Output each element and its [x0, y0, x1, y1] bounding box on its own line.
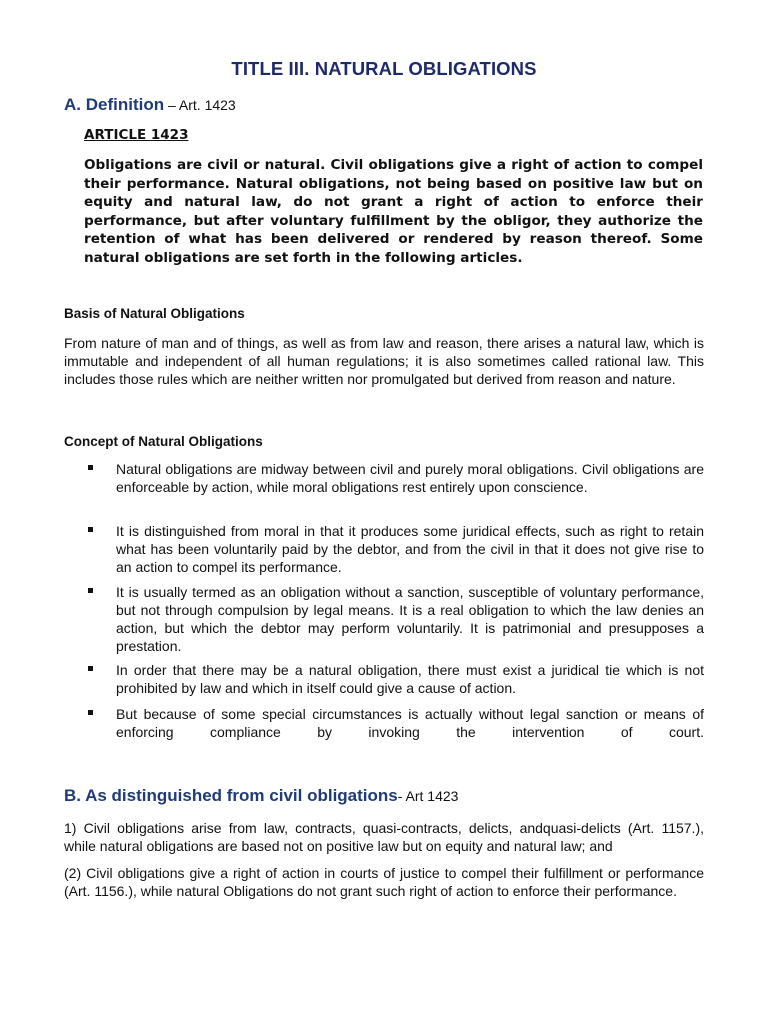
basis-heading: Basis of Natural Obligations [64, 306, 245, 321]
article-text: Obligations are civil or natural. Civil obligations give a right of action to compel their performance. Natural obligations, not being based on positive law but on equity and natural law, do not grant a right of action to enforce their performance, but after voluntary fulfillment by the obligor, they authorize the retention of what has been delivered or rendered by reason thereof. Some natural obligations are set forth in the following articles. [84, 157, 703, 266]
list-item-text: Natural obligations are midway between civil and purely moral obligations. Civil obligations are enforceable by action, while moral obligations rest entirely upon conscience. [116, 461, 704, 495]
basis-text: From nature of man and of things, as well as from law and reason, there arises a natural law, which is immutable and independent of all human regulations; it is also sometimes called rational law. This includes those rules which are neither written nor promulgated but derived from reason and nature. [64, 335, 704, 387]
list-item-text: But because of some special circumstances is actually without legal sanction or means of enforcing compliance by invoking the intervention of court. [116, 706, 704, 740]
section-a-heading [64, 95, 236, 115]
section-b-heading [64, 786, 458, 806]
bullet-icon [88, 588, 93, 593]
section-b-heading-text: B. As distinguished from civil obligations [64, 786, 398, 805]
section-a-heading-text: A. Definition [64, 95, 165, 114]
page-title: TITLE III. NATURAL OBLIGATIONS [231, 58, 537, 79]
bullet-icon [88, 666, 93, 671]
list-item-text: It is usually termed as an obligation without a sanction, susceptible of voluntary performance, but not through compulsion by legal means. It is a real obligation to which the law denies an action, but which the debtor may perform voluntarily. It is patrimonial and presupposes a prestation. [116, 584, 704, 654]
bullet-icon [88, 465, 93, 470]
list-item-text: In order that there may be a natural obligation, there must exist a juridical tie which is not prohibited by law and which in itself could give a cause of action. [116, 662, 704, 696]
section-b-ref: - Art 1423 [397, 788, 459, 804]
list-item-text: It is distinguished from moral in that it produces some juridical effects, such as right to retain what has been voluntarily paid by the debtor, and from the civil in that it does not give rise to an action to compel its performance. [116, 523, 704, 575]
distinction-point-2: (2) Civil obligations give a right of action in courts of justice to compel their fulfillment or performance (Art. 1156.), while natural Obligations do not grant such right of action to enforce their performance. [64, 865, 704, 899]
section-a-ref: – Art. 1423 [164, 97, 236, 113]
bullet-icon [88, 527, 93, 532]
concept-heading: Concept of Natural Obligations [64, 434, 263, 449]
bullet-icon [88, 710, 93, 715]
article-label: ARTICLE 1423 [84, 127, 189, 143]
distinction-point-1: 1) Civil obligations arise from law, contracts, quasi-contracts, delicts, andquasi-delicts (Art. 1157.), while natural obligations are based not on positive law but on equity and natural law; and [64, 820, 704, 854]
